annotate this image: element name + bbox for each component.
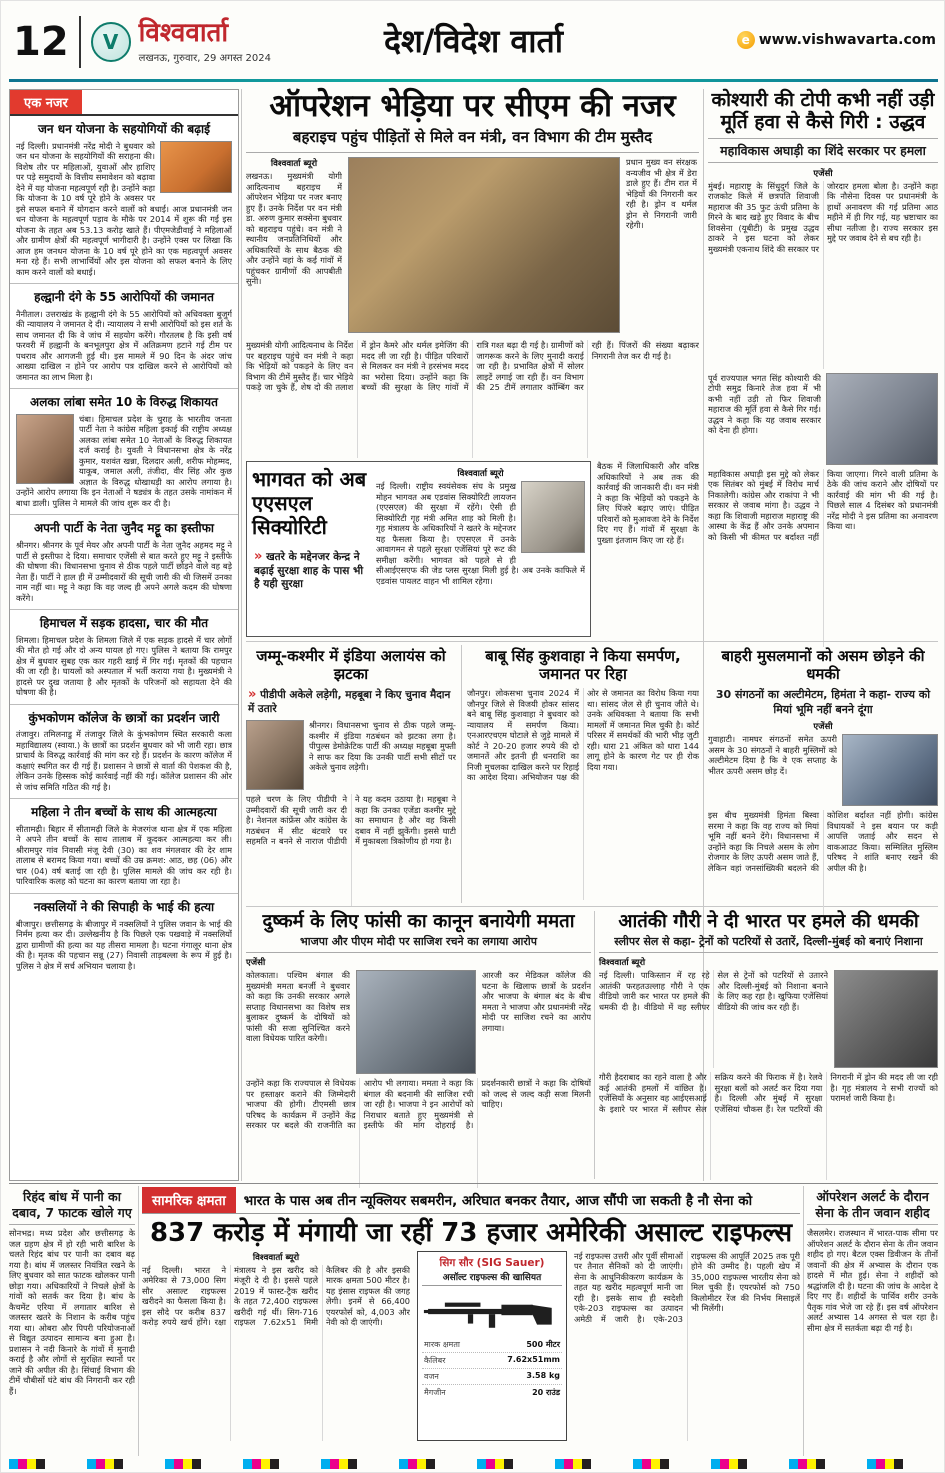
article-headline: दुष्कर्म के लिए फांसी का कानून बनायेगी ममता <box>262 911 575 932</box>
article-text-columns: मुख्यमंत्री योगी आदित्यनाथ के निर्देश पर बहराइच पहुंचे वन मंत्री ने कहा कि भेड़ियों को पकड़ने के लिए वन विभाग की टीमें मुस्तैद हैं। चार भेड़िये पकड़े जा चुके हैं, शेष दो की तलाश में ड्रोन कैमरे और थर्मल इमेजिंग की मदद ली जा रही है। पीड़ित परिवारों से मिलकर वन मंत्री ने हरसंभव मदद का भरोसा दिया। उन्होंने कहा कि बच्चों की सुरक्षा के लिए गांवों में रात्रि गश्त बढ़ा दी गई है। ग्रामीणों को जागरूक करने के लिए मुनादी कराई जा रही है। प्रभावित क्षेत्रों में सोलर लाइटें लगाई जा रही हैं। वन विभाग की 25 टीमें लगातार कॉम्बिंग कर रही हैं। पिंजरों की संख्या बढ़ाकर निगरानी तेज कर दी गई है। <box>246 340 699 393</box>
spec-value: 7.62x51mm <box>507 1354 560 1364</box>
chevron-icon: » <box>254 549 263 564</box>
pointer-text: खतरे के मद्देनजर केन्द्र ने बढ़ाई सुरक्षा शाह के पास भी है यही सुरक्षा <box>254 551 364 591</box>
article-text: नई राइफल्स उत्तरी और पूर्वी सीमाओं पर तैनात सैनिकों को दी जाएंगी। सेना के आधुनिकीकरण कार्यक्रम के तहत यह खरीद महत्वपूर्ण मानी जा रही है। इसके साथ ही स्वदेशी एके-203 राइफल्स का उत्पादन अमेठी में जारी है। एके-203 राइफल्स की आपूर्ति 2025 तक पूरी होने की उम्मीद है। पहली खेप में 35,000 राइफल्स भारतीय सेना को मिल चुकी हैं। एयरफोर्स को 750 किलोमीटर रेंज की निर्भय मिसाइलें भी मिलेंगी। <box>574 1250 800 1324</box>
globe-icon: e <box>737 31 755 49</box>
photo-mehbooba-mufti <box>246 720 304 790</box>
article-text: श्रीनगर। विधानसभा चुनाव से ठीक पहले जम्मू-कश्मीर में इंडिया गठबंधन को झटका लगा है। पीपुल्स डेमोक्रेटिक पार्टी की अध्यक्ष महबूबा मुफ्ती ने साफ कर दिया कि उनकी पार्टी सभी सीटों पर अकेले चुनाव लड़ेगी। <box>309 720 456 773</box>
article-text: पूर्व राज्यपाल भगत सिंह कोश्यारी की टोपी समुद्र किनारे तेज हवा में भी कभी नहीं उड़ी तो फिर शिवाजी महाराज की मूर्ति हवा से कैसे गिर गई। उद्धव ने कहा कि यह जवाब सरकार को देना ही होगा। <box>708 372 821 436</box>
rifle-illustration <box>422 1289 562 1333</box>
article-text: नई दिल्ली। राष्ट्रीय स्वयंसेवक संघ के प्रमुख मोहन भागवत अब एडवांस सिक्योरिटी लायजन (एएसएल) की सुरक्षा में रहेंगे। ऐसी ही सिक्योरिटी गृह मंत्री अमित शाह को मिली है। गृह मंत्रालय के अधिकारियों ने खतरे के मद्देनजर यह फैसला किया है। एएसएल में उनके आवागमन से पहले सुरक्षा एजेंसियां पूरे रूट की समीक्षा करेंगी। भागवत को पहले से ही सीआईएसएफ की जेड प्लस सुरक्षा मिली हुई है। अब उनके काफिले में एडवांस पायलट वाहन भी शामिल रहेगा। <box>376 481 585 586</box>
article-headline: नक्सलियों ने की सिपाही के भाई की हत्या <box>33 899 215 914</box>
article-headline: बाहरी मुसलमानों को असम छोड़ने की धमकी <box>721 647 925 683</box>
article-soldiers-martyred <box>807 1187 938 1440</box>
page-number: 12 <box>13 19 69 65</box>
article-body <box>16 919 232 972</box>
article-headline: ऑपरेशन भेड़िया पर सीएम की नजर <box>269 88 676 124</box>
photo-himanta-biswa-sarma <box>842 734 938 806</box>
article-headline: भागवत को अब एएसएल सिक्योरिटी <box>252 467 367 539</box>
spec-value: 20 राउंड <box>532 1387 560 1397</box>
article-pointer <box>246 685 456 720</box>
article-text: इस बीच मुख्यमंत्री हिमंता बिस्वा सरमा ने कहा कि वह राज्य को मियां भूमि नहीं बनने देंगे। विधानसभा में उन्होंने कहा कि निचले असम के लोग रोजगार के लिए ऊपरी असम जाते हैं, लेकिन वहां जनसांख्यिकी बदलने की कोशिश बर्दाश्त नहीं होगी। कांग्रेस विधायकों ने इस बयान पर कड़ी आपत्ति जताई और सदन से वाकआउट किया। सम्मिलित मुस्लिम परिषद ने शांति बनाए रखने की अपील की है। <box>708 810 938 873</box>
article-headline: कुंभकोणम कॉलेज के छात्रों का प्रदर्शन जारी <box>28 710 220 725</box>
article-headline: अलका लांबा समेत 10 के विरुद्ध शिकायत <box>30 395 218 410</box>
divider <box>803 1186 804 1456</box>
article-subhead: बहराइच पहुंच पीड़ितों से मिले वन मंत्री, वन विभाग की टीम मुस्तैद <box>246 123 699 153</box>
article-text: जैसलमेर। राजस्थान में भारत-पाक सीमा पर ऑपरेशन अलर्ट के दौरान सेना के तीन जवान शहीद हो गए। बैटल एक्स डिवीजन के तीनों जवानों की क्षेत्र में अभ्यास के दौरान एक हादसे में मौत हुई। सेना ने शहीदों को श्रद्धांजलि दी है। घटना की जांच के आदेश दे दिए गए हैं। शहीदों के पार्थिव शरीर उनके पैतृक गांव भेजे जा रहे हैं। इस वर्ष ऑपरेशन अलर्ट अभ्यास 14 अगस्त से चल रहा है। सीमा क्षेत्र में सतर्कता बढ़ा दी गई है। <box>807 1228 938 1333</box>
photo-mohan-bhagwat <box>521 481 585 553</box>
byline: विश्ववार्ता ब्यूरो <box>270 159 318 170</box>
masthead-logo-icon <box>91 22 131 62</box>
article-headline: महिला ने तीन बच्चों के साथ की आत्महत्या <box>31 805 217 820</box>
article-text: जौनपुर। लोकसभा चुनाव 2024 में जौनपुर जिले से विजयी होकर सांसद बने बाबू सिंह कुशवाहा ने बुधवार को न्यायालय में समर्पण किया। एनआरएचएम घोटाले से जुड़े मामले में कोर्ट ने 20-20 हजार रुपये की दो जमानतें और इतनी ही धनराशि का निजी मुचलका दाखिल करने पर रिहाई का आदेश दिया। अभियोजन पक्ष की ओर से जमानत का विरोध किया गया था। सांसद जेल से ही चुनाव जीते थे। उनके अधिवक्ता ने बताया कि सभी मामलों में जमानत मिल चुकी है। कोर्ट परिसर में समर्थकों की भारी भीड़ जुटी रही। धारा 21 अंकित को धारा 144 लागू होने के कारण गेट पर ही रोक दिया गया। <box>467 688 699 782</box>
sidebar-article-junaid-mattu <box>10 515 238 610</box>
article-headline: हिमाचल में सड़क हादसा, चार की मौत <box>39 616 209 630</box>
spec-range <box>422 1337 562 1353</box>
article-operation-bhediya-continued: बैठक में जिलाधिकारी और वरिष्ठ अधिकारियों ने अब तक की कार्रवाई की जानकारी दी। वन मंत्री ने कहा कि भेड़ियों को पकड़ने के लिए पिंजरे बढ़ाए जाएं। पीड़ित परिवारों को मुआवजा देने के निर्देश दिए गए हैं। गांवों में सुरक्षा के पुख्ता इंतजाम किए जा रहे हैं। <box>597 461 699 545</box>
sidebar-titlebar <box>10 90 238 116</box>
article-text: कोलकाता। पश्चिम बंगाल की मुख्यमंत्री ममता बनर्जी ने बुधवार को कहा कि उनकी सरकार अगले सप्ताह विधानसभा का विशेष सत्र बुलाकर दुष्कर्म के दोषियों को फांसी की सजा सुनिश्चित करने वाला विधेयक पारित करेगी। <box>246 970 350 1044</box>
sidebar-article-himachal-accident <box>10 610 238 705</box>
article-body <box>376 481 585 631</box>
article-babu-singh-kushwaha <box>467 647 699 900</box>
article-subhead: महाविकास अघाड़ी का शिंदे सरकार पर हमला <box>708 138 938 163</box>
bhagwat-body-block <box>376 467 585 631</box>
sidebar-article-haldwani <box>10 284 238 389</box>
article-body <box>16 414 232 509</box>
article-headline: जम्मू-कश्मीर में इंडिया अलायंस को झटका <box>256 647 446 683</box>
spec-value: 3.58 kg <box>526 1370 560 1380</box>
photo-terrorist-gauri <box>834 970 938 1068</box>
article-headline: आतंकी गौरी ने दी भारत पर हमले की धमकी <box>618 911 919 932</box>
article-rifles <box>142 1187 800 1441</box>
header-rule <box>9 79 938 82</box>
article-jammu-kashmir <box>246 647 456 906</box>
article-text: गुवाहाटी। नामघर संगठनों समेत ऊपरी असम के 30 संगठनों ने बाहरी मुस्लिमों को अल्टीमेटम दिया है कि वे एक सप्ताह के भीतर ऊपरी असम छोड़ दें। <box>708 734 837 776</box>
byline: विश्ववार्ता ब्यूरो <box>457 469 504 479</box>
article-text: आरजी कर मेडिकल कॉलेज की घटना के खिलाफ छात्रों के प्रदर्शन और भाजपा के बंगाल बंद के बीच ममता ने भाजपा और प्रधानमंत्री नरेंद्र मोदी पर साजिश रचने का आरोप लगाया। <box>482 970 591 1033</box>
article-text: मुंबई। महाराष्ट्र के सिंधुदुर्ग जिले के राजकोट किले में छत्रपति शिवाजी महाराज की 35 फुट ऊंची प्रतिमा के गिरने के बाद खड़े हुए विवाद के बीच शिवसेना (यूबीटी) के प्रमुख उद्धव ठाकरे ने इस घटना को लेकर मुख्यमंत्री एकनाथ शिंदे की सरकार पर जोरदार हमला बोला है। उन्होंने कहा कि नौसेना दिवस पर प्रधानमंत्री के हाथों अनावरण की गई प्रतिमा आठ महीने में ही गिर गई, यह भ्रष्टाचार का सीधा नतीजा है। राज्य सरकार इस मुद्दे पर जवाब देने से बच रही है। <box>708 180 938 254</box>
sidebar-article-suicide <box>10 799 238 894</box>
article-text: चंबा। हिमाचल प्रदेश के चुराह के भारतीय जनता पार्टी नेता ने कांग्रेस महिला इकाई की राष्ट्रीय अध्यक्ष अलका लांबा समेत 10 नेताओं के विरुद्ध शिकायत दर्ज कराई है। युवती ने विधानसभा क्षेत्र के नरेंद्र कुमार, यशवंत खन्ना, दिलदार अली, शरीफ मोहम्मद, याकूब, जमाल अली, तंजीदा, वीर सिंह और कुछ अज्ञात के विरुद्ध धोखाधड़ी का आरोप लगाया है। उन्होंने आरोप लगाया कि इन नेताओं ने षड्यंत्र के तहत उसके नामांकन में बाधा डाली। पुलिस ने मामले की जांच शुरू कर दी है। <box>16 413 232 508</box>
article-headline: बाबू सिंह कुशवाहा ने किया समर्पण, जमानत पर रिहा <box>485 647 681 683</box>
article-headline: 837 करोड़ में मंगायी जा रहीं 73 हजार अमेरिकी असाल्ट राइफल्स <box>149 1218 793 1248</box>
article-text: बीजापुर। छत्तीसगढ़ के बीजापुर में नक्सलियों ने पुलिस जवान के भाई की निर्मम हत्या कर दी। उल्लेखनीय है कि पिछले एक पखवाड़े में नक्सलियों द्वारा ग्रामीणों की हत्या का यह तीसरा मामला है। घटना गंगालूर थाना क्षेत्र की है। मृतक की पहचान सन्नू (27) निवासी ताड़बल्ला के रूप में हुई है। पुलिस ने क्षेत्र में सर्च अभियान चलाया है। <box>16 918 232 971</box>
article-uddhav-koshyari <box>708 89 938 647</box>
sidebar-ek-nazar <box>9 89 239 1181</box>
article-text: लखनऊ। मुख्यमंत्री योगी आदित्यनाथ बहराइच में ऑपरेशन भेड़िया पर नजर बनाए हुए हैं। उनके निर्देश पर वन मंत्री डा. अरुण कुमार सक्सेना बुधवार को बहराइच पहुंचे। वन मंत्री ने स्थानीय जनप्रतिनिधियों और अधिकारियों के साथ बैठक की और उन्होंने वहां के कई गांवों में पहुंचकर ग्रामीणों की आपबीती सुनी। <box>246 171 342 287</box>
article-body <box>16 729 232 792</box>
logo-letter: V <box>102 30 119 54</box>
article-body <box>16 635 232 698</box>
article-headline: अपनी पार्टी के नेता जुनैद मट्टू का इस्तीफा <box>33 521 215 536</box>
article-assam-warning <box>708 647 938 920</box>
rifle-box-subtitle: असॉल्ट राइफल्स की खासियत <box>422 1270 562 1286</box>
article-operation-bhediya <box>246 89 699 458</box>
byline: विश्ववार्ता ब्यूरो <box>252 1252 300 1263</box>
article-pointer <box>252 547 370 596</box>
sidebar-article-kumbakonam <box>10 705 238 800</box>
pointer-text: पीडीपी अकेले लड़ेगी, महबूबा ने किए चुनाव मैदान में उतारे <box>248 689 451 716</box>
article-gauri-threat <box>599 911 938 1180</box>
masthead-dateline: लखनऊ, गुरुवार, 29 अगस्त 2024 <box>138 52 271 64</box>
website-block <box>737 31 936 49</box>
article-rihand-dam <box>9 1187 135 1456</box>
section-title: देश/विदेश वार्ता <box>383 22 564 60</box>
article-subhead: भाजपा और पीएम मोदी पर साजिश रचने का लगाया आरोप <box>246 932 591 953</box>
spec-weight <box>422 1369 562 1385</box>
article-subhead: स्लीपर सेल से कहा- ट्रेनों को पटरियों से उतारें, दिल्ली-मुंबई को बनाएं निशाना <box>599 932 938 953</box>
byline: एजेंसी <box>246 958 266 969</box>
article-headline: जन धन योजना के सहयोगियों की बढ़ाई <box>37 122 211 136</box>
website-url[interactable]: www.vishwavarta.com <box>758 32 936 48</box>
photo-mamata-banerjee <box>356 970 476 1074</box>
rifle-box-title: सिग सौर (SIG Sauer) <box>439 1256 545 1269</box>
page-header <box>11 9 936 75</box>
article-headline: कोश्यारी की टोपी कभी नहीं उड़ी मूर्ति हवा से कैसे गिरी : उद्धव <box>711 89 935 134</box>
color-registration-bar <box>9 1459 938 1469</box>
article-text: नई दिल्ली। भारत ने अमेरिका से 73,000 सिग सौर असाल्ट राइफल्स खरीदने का फैसला किया है। इस सौदे पर करीब 837 करोड़ रुपये खर्च होंगे। रक्षा मंत्रालय ने इस खरीद को मंजूरी दे दी है। इससे पहले 2019 में फास्ट-ट्रैक खरीद के तहत 72,400 राइफल्स खरीदी गई थीं। सिग-716 राइफल 7.62x51 मिमी कैलिबर की है और इसकी मारक क्षमता 500 मीटर है। यह इंसास राइफल की जगह लेगी। इनमें से 66,400 एयरफोर्स को, 4,003 और नेवी को दी जाएंगी। <box>142 1264 410 1328</box>
spec-magazine <box>422 1385 562 1400</box>
spec-caliber <box>422 1353 562 1369</box>
article-text: तंजावुर। तमिलनाडु में तंजावुर जिले के कुंभकोणम स्थित सरकारी कला महाविद्यालय (स्वाया.) के छात्रों का प्रदर्शन बुधवार को भी जारी रहा। छात्र प्राचार्य के विरुद्ध कार्रवाई की मांग कर रहे हैं। प्रदर्शन के कारण कॉलेज में कक्षाएं स्थगित कर दी गई हैं। प्रशासन ने छात्रों से वार्ता की पेशकश की है, लेकिन उनके हिस्सक कोई कार्रवाई नहीं की गई। कॉलेज प्रशासन की ओर से जांच समिति गठित की गई है। <box>16 729 232 792</box>
article-text: नई दिल्ली। पाकिस्तान में रह रहे आतंकी फरहतउल्लाह गौरी ने एक वीडियो जारी कर भारत पर हमले की धमकी दी है। वीडियो में वह स्लीपर सेल से ट्रेनों को पटरियों से उतारने और दिल्ली-मुंबई को निशाना बनाने के लिए कह रहा है। खुफिया एजेंसियां वीडियो की जांच कर रही हैं। <box>599 970 828 1012</box>
divider <box>461 645 462 903</box>
divider <box>594 911 595 1179</box>
article-side-column: प्रधान मुख्य वन संरक्षक वन्यजीव भी क्षेत्र में डेरा डाले हुए हैं। टीम रात में भेड़ियों की निगरानी कर रही है। ड्रोन व थर्मल ड्रोन से निगरानी जारी रहेगी। <box>626 157 697 231</box>
article-body <box>16 824 232 887</box>
kicker-label: सामरिक क्षमता <box>142 1187 236 1213</box>
rifle-spec-box <box>417 1251 567 1441</box>
article-body <box>16 540 232 603</box>
byline: एजेंसी <box>813 168 833 179</box>
sidebar-article-alka-lamba <box>10 389 238 515</box>
strip-headline: भारत के पास अब तीन न्यूक्लियर सबमरीन, अरिघात बनकर तैयार, आज सौंपी जा सकती है नौ सेना को <box>243 1193 753 1209</box>
spec-value: 500 मीटर <box>526 1339 560 1349</box>
article-intro-column <box>246 157 342 335</box>
rifles-left-columns <box>142 1251 410 1441</box>
article-text: पहले चरण के लिए पीडीपी ने उम्मीदवारों की सूची जारी कर दी है। नेशनल कांफ्रेंस और कांग्रेस के गठबंधन में सीट बंटवारे पर सहमति न बनने से नाराज पीडीपी ने यह कदम उठाया है। महबूबा ने कहा कि उनका एजेंडा कश्मीर मुद्दे का समाधान है और वह किसी दबाव में नहीं झुकेंगी। इससे घाटी में मुकाबला त्रिकोणीय हो गया है। <box>246 794 456 847</box>
chevron-icon: » <box>248 687 257 702</box>
article-text: गौरी हैदराबाद का रहने वाला है और कई आतंकी हमलों में वांछित है। एजेंसियों के अनुसार वह आईएसआई के इशारे पर भारत में स्लीपर सेल सक्रिय करने की फिराक में है। रेलवे सुरक्षा बलों को अलर्ट कर दिया गया है। दिल्ली और मुंबई में सुरक्षा एजेंसियां चौकस हैं। रेल पटरियों की निगरानी में ड्रोन की मदद ली जा रही है। गृह मंत्रालय ने सभी राज्यों को परामर्श जारी किया है। <box>599 1072 938 1114</box>
article-text: सोनभद्र। मध्य प्रदेश और छत्तीसगढ़ के जल ग्रहण क्षेत्र में हो रही भारी बारिश के चलते रिहंद बांध पर पानी का दबाव बढ़ गया है। बांध में जलस्तर नियंत्रित रखने के लिए बुधवार को सात फाटक खोलकर पानी छोड़ा गया। अधिकारियों ने निचले क्षेत्रों के गांवों को सतर्क कर दिया है। बांध के कैचमेंट एरिया में लगातार बारिश से जलस्तर खतरे के निशान के करीब पहुंच गया था। ओबरा और पिपरी परियोजनाओं से विद्युत उत्पादन सामान्य बना हुआ है। प्रशासन ने नदी किनारे के गांवों में मुनादी कराई है और लोगों से सुरक्षित स्थानों पर जाने की अपील की है। सिंचाई विभाग की टीमें चौबीसों घंटे बांध की निगरानी कर रही हैं। <box>9 1228 135 1396</box>
divider <box>79 16 81 68</box>
article-mamata-law <box>246 911 591 1188</box>
article-headline: हल्द्वानी दंगे के 55 आरोपियों की जमानत <box>34 290 214 305</box>
article-text: उन्होंने कहा कि राज्यपाल से विधेयक पर हस्ताक्षर कराने की जिम्मेदारी भाजपा की होगी। टीएमसी छात्र परिषद के कार्यक्रम में उन्होंने केंद्र सरकार पर बदले की राजनीति का आरोप भी लगाया। ममता ने कहा कि बंगाल की बदनामी की साजिश रची जा रही है। भाजपा ने इन आरोपों को निराधार बताते हुए मुख्यमंत्री से इस्तीफे की मांग दोहराई है। प्रदर्शनकारी छात्रों ने कहा कि दोषियों को जल्द से जल्द कड़ी सजा मिलनी चाहिए। <box>246 1078 591 1131</box>
photo-uddhav-thackeray <box>826 373 938 465</box>
article-text: शिमला। हिमाचल प्रदेश के शिमला जिले में एक सड़क हादसे में चार लोगों की मौत हो गई और दो अन्य घायल हो गए। पुलिस ने बताया कि रामपुर क्षेत्र में बुधवार सुबह एक कार गहरी खाई में गिर गई। मृतकों की पहचान की जा रही है। घायलों को अस्पताल में भर्ती कराया गया है। मुख्यमंत्री ने हादसे पर दुख जताया है और मृतकों के परिजनों को सहायता देने की घोषणा की है। <box>16 634 232 698</box>
divider <box>246 641 938 642</box>
spec-label: कैलिबर <box>424 1355 446 1365</box>
article-bhagwat-security <box>246 461 591 637</box>
divider <box>241 89 242 1181</box>
sidebar-article-jan-dhan <box>10 116 238 284</box>
divider <box>138 1186 139 1456</box>
article-text: नई दिल्ली। प्रधानमंत्री नरेंद्र मोदी ने बुधवार को जन धन योजना के सहयोगियों की सराहना की। विशेष तौर पर महिलाओं, युवाओं और हाशिए पर पड़े समुदायों के वित्तीय समावेशन को बढ़ावा देने में यह योजना महत्वपूर्ण रही है। उन्होंने कहा कि योजना के 10 वर्ष पूरे होने के अवसर पर इसे सफल बनाने में योगदान करने वालों को बधाई। आज प्रधानमंत्री जन धन योजना के महत्वपूर्ण पड़ाव के मौके पर 2014 में शुरू की गई इस योजना के तहत अब 53.13 करोड़ खाते हैं। पीएमजेडीवाई ने महिलाओं और ग्रामीण क्षेत्रों की महत्वपूर्ण भागीदारी है। उन्होंने एक्स पर लिखा कि आज हम जनधन योजना के 10 वर्ष पूरे होने का एक महत्वपूर्ण अवसर मना रहे हैं। सभी लाभार्थियों और इस योजना को सफल बनाने के लिए काम करने वालों को बधाई। <box>16 140 232 277</box>
strategic-strip <box>142 1187 800 1214</box>
sidebar-article-naxal <box>10 894 238 977</box>
masthead-title: विश्ववार्ता <box>138 18 229 49</box>
article-headline: ऑपरेशन अलर्ट के दौरान सेना के तीन जवान शहीद <box>807 1187 938 1225</box>
bhagwat-headline-block <box>252 467 370 631</box>
divider <box>9 1183 938 1184</box>
article-text: सीतामढ़ी। बिहार में सीतामढ़ी जिले के मेजरगंज थाना क्षेत्र में एक महिला ने अपने तीन बच्चों के साथ तालाब में कूदकर आत्महत्या कर ली। श्रीरामपुर गांव निवासी मंजू देवी (30) का शव मंगलवार की देर शाम तालाब से बरामद किया गया। बच्चों की उम्र क्रमश: आठ, छह (06) और चार (04) वर्ष बताई जा रही है। पुलिस मामले की जांच कर रही है। पारिवारिक कलह को घटना का कारण बताया जा रहा है। <box>16 823 232 887</box>
article-subhead: 30 संगठनों का अल्टीमेटम, हिमंता ने कहा- राज्य को मियां भूमि नहीं बनने दूंगा <box>715 688 931 716</box>
spec-label: मैगजीन <box>424 1387 446 1397</box>
spec-label: मारक क्षमता <box>424 1339 460 1349</box>
sidebar-title: एक नजर <box>10 90 82 114</box>
article-text: नैनीताल। उत्तराखंड के हल्द्वानी दंगे के 55 आरोपियों को अधिवक्ता बुजुर्ग की न्यायालय ने जमानत दे दी। न्यायालय ने सभी आरोपियों को इस शर्त के साथ जमानत दी कि वे जांच में सहयोग करेंगे। गौरतलब है कि इसी वर्ष फरवरी में हल्द्वानी के बनभूलपुरा क्षेत्र में अतिक्रमण हटाने गई टीम पर पथराव और आगजनी हुई थी। इस मामले में 90 दिन के अंदर जांच आख्या दाखिल न होने पर आरोप पत्र दाखिल करने से आरोपियों को जमानत का लाभ मिला है। <box>16 308 232 382</box>
photo-pm-modi <box>160 141 232 193</box>
spec-label: वजन <box>424 1371 439 1381</box>
photo-alka-lamba <box>16 414 74 484</box>
byline: एजेंसी <box>813 722 833 732</box>
photo-cm-meeting <box>348 157 620 333</box>
article-body <box>16 309 232 383</box>
article-headline: रिहंद बांध में पानी का दबाव, 7 फाटक खोले गए <box>9 1187 135 1225</box>
article-text: महाविकास अघाड़ी इस मुद्दे को लेकर एक सितंबर को मुंबई में विरोध मार्च निकालेगी। कांग्रेस और राकांपा ने भी सरकार से जवाब मांगा है। उद्धव ने कहा कि शिवाजी महाराज महाराष्ट्र की आस्था के केंद्र हैं और उनके अपमान को किसी भी कीमत पर बर्दाश्त नहीं किया जाएगा। गिरने वाली प्रतिमा के ठेके की जांच कराने और दोषियों पर कार्रवाई की मांग भी की गई है। पिछले साल 4 दिसंबर को प्रधानमंत्री नरेंद्र मोदी ने इस प्रतिमा का अनावरण किया था। <box>708 468 938 542</box>
article-text: श्रीनगर। श्रीनगर के पूर्व मेयर और अपनी पार्टी के नेता जुनैद अहमद मट्टू ने पार्टी से इस्तीफा दे दिया। समाचार एजेंसी से बात करते हुए मट्टू ने इस्तीफे की घोषणा की। विधानसभा चुनाव से ठीक पहले पार्टी छोड़ने वाले वह बड़े नेता हैं। पार्टी ने हाल ही में उम्मीदवारों की सूची जारी की थी जिसमें उनका नाम नहीं था। मट्टू ने कहा कि वह जल्द ही अपने अगले कदम की घोषणा करेंगे। <box>16 540 232 603</box>
article-body <box>16 141 232 278</box>
byline: विश्ववार्ता ब्यूरो <box>599 958 646 969</box>
